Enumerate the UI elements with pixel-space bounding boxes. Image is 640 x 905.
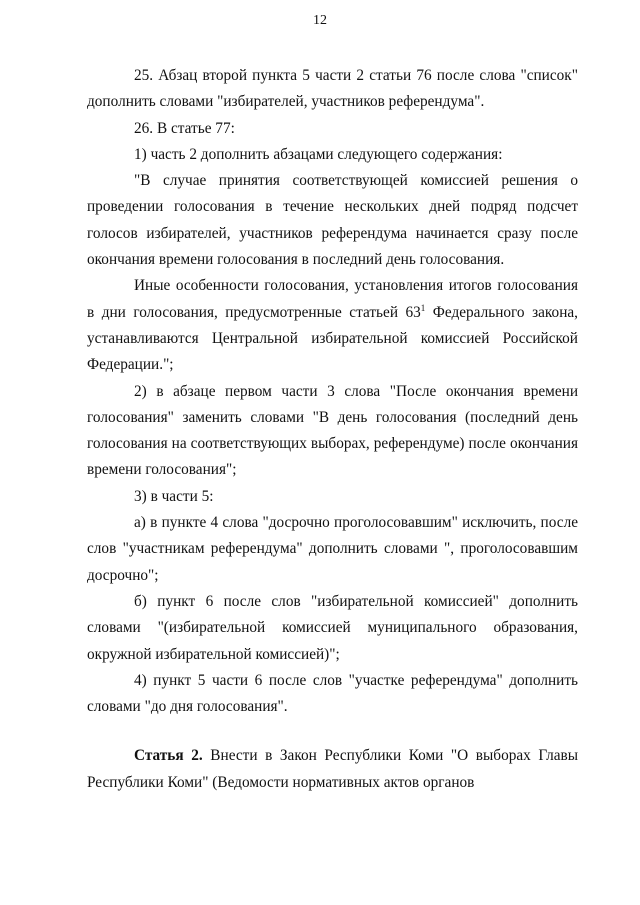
paragraph-subitem-1: 1) часть 2 дополнить абзацами следующего содержания:	[134, 145, 503, 163]
paragraph-subitem-2: 2) в абзаце первом части 3 слова "После окончания времени голосования" заменить словами "В день голосования (последний день голосования на соответствующих выборах, референдуме) после окончания времени голосования";	[87, 382, 578, 479]
paragraph-item-26: 26. В статье 77:	[134, 119, 235, 137]
paragraph-subitem-a: а) в пункте 4 слова "досрочно проголосовавшим" исключить, после слов "участникам референдума" дополнить словами ", проголосовавшим досрочно";	[87, 514, 578, 584]
superscript-marker: 1	[420, 302, 426, 313]
article-text: Внести в Закон Республики Коми "О выборах Главы Республики Коми" (Ведомости нормативных актов органов	[87, 747, 578, 791]
paragraph-subitem-3: 3) в части 5:	[134, 487, 214, 505]
quoted-paragraph: "В случае принятия соответствующей комиссией решения о проведении голосования в течение нескольких дней подряд подсчет голосов избирателей, участников референдума начинается сразу после окончания времени голосования в последний день голосования.	[87, 172, 578, 269]
article-paragraph	[87, 743, 578, 796]
paragraph-item-25: 25. Абзац второй пункта 5 части 2 статьи 76 после слова "список" дополнить словами "избирателей, участников референдума".	[87, 67, 578, 111]
paragraph-text-part: Иные особенности голосования, установления итогов голосования в дни голосования, предусмотренные статьей 63	[87, 277, 578, 321]
article-label: Статья 2.	[134, 747, 203, 765]
paragraph-subitem-b: б) пункт 6 после слов "избирательной комиссией" дополнить словами "(избирательной комиссией муниципального образования, окружной избирательной комиссией)";	[87, 592, 578, 663]
paragraph-subitem-4: 4) пункт 5 части 6 после слов "участке референдума" дополнить словами "до дня голосования".	[87, 671, 578, 716]
document-body	[87, 63, 578, 796]
page-number: 12	[313, 13, 327, 28]
paragraph-text-part: Федерального закона, устанавливаются Центральной избирательной комиссией Российской Федерации.";	[87, 303, 579, 374]
quoted-paragraph-continued	[87, 273, 578, 378]
section-spacer	[87, 720, 578, 743]
